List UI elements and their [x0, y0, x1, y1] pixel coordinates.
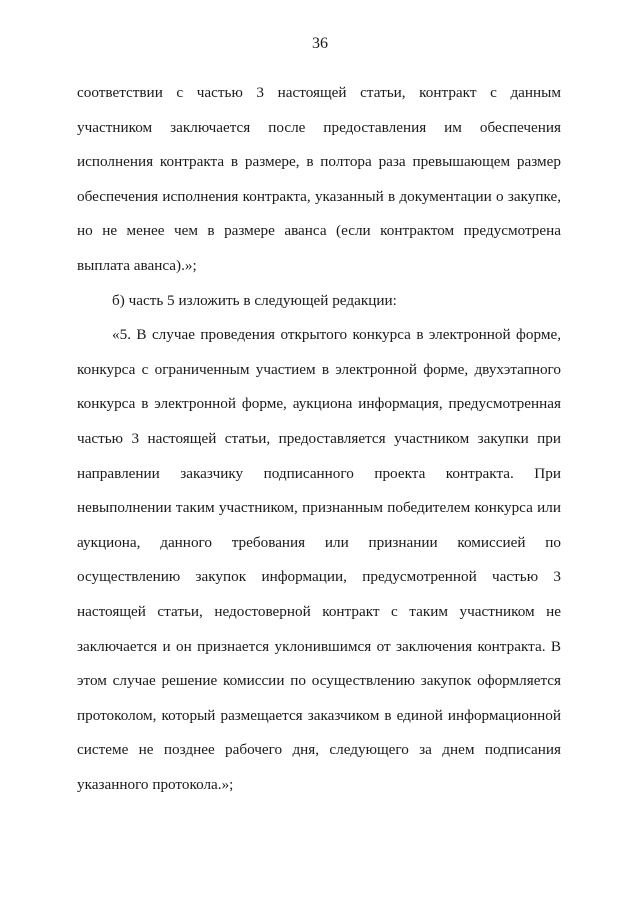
document-body	[77, 76, 561, 802]
paragraph-amendment-instruction: б) часть 5 изложить в следующей редакции:	[112, 291, 397, 309]
paragraph-continuation: соответствии с частью 3 настоящей статьи, контракт с данным участником заключается после предоставления им обеспечения исполнения контракта в размере, в полтора раза превышающем размер обеспечения исполнения контракта, указанный в документации о закупке, но не менее чем в размере аванса (если контрактом предусмотрена выплата аванса).»;	[77, 84, 561, 274]
page-number: 36	[312, 35, 328, 52]
paragraph-part-5-text: «5. В случае проведения открытого конкурса в электронной форме, конкурса с ограниченным участием в электронной форме, двухэтапного конкурса в электронной форме, аукциона информация, предусмотренная частью 3 настоящей статьи, предоставляется участником закупки при направлении заказчику подписанного проекта контракта. При невыполнении таким участником, признанным победителем конкурса или аукциона, данного требования или признании комиссией по осуществлению закупок информации, предусмотренной частью 3 настоящей статьи, недостоверной контракт с таким участником не заключается и он признается уклонившимся от заключения контракта. В этом случае решение комиссии по осуществлению закупок оформляется протоколом, который размещается заказчиком в единой информационной системе не позднее рабочего дня, следующего за днем подписания указанного протокола.»;	[77, 326, 561, 793]
